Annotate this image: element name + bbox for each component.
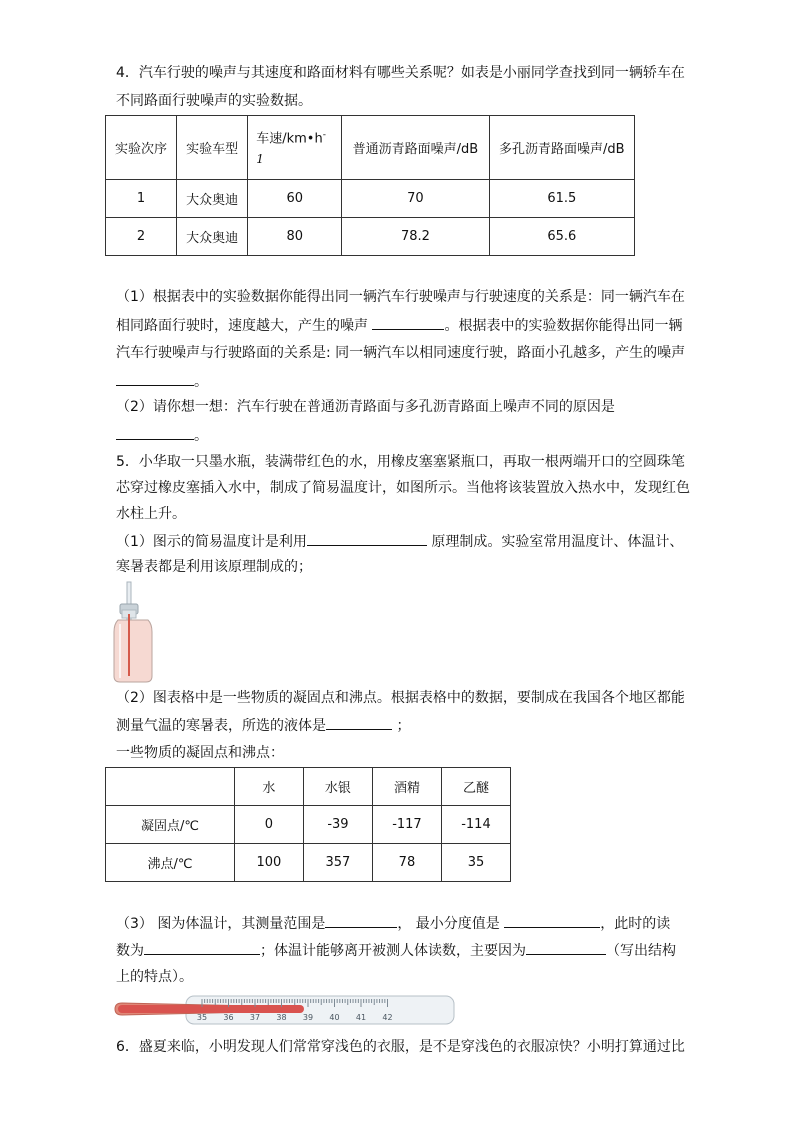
q5-s2-text: ； [396,718,411,734]
q4-p1-line-4 [116,371,208,392]
noise-table-cell: 60 [248,180,342,218]
noise-table-cell: 2 [106,218,177,256]
q5-s3-text: （3） 图为体温计，其测量范围是 [116,916,326,932]
thermometer-tick-label: 37 [249,1013,261,1022]
q5-s3-line-2 [116,940,676,961]
substance-table [105,767,511,882]
substance-table-cell: 凝固点/℃ [106,806,235,844]
thermometer-tick-label: 41 [355,1013,367,1022]
q5-s2-text: 测量气温的寒暑表，所选的液体是 [116,718,326,734]
q5-line-2: 芯穿过橡皮塞插入水中，制成了简易温度计，如图所示。当他将该装置放入热水中，发现红色 [116,480,690,496]
answer-blank[interactable] [116,371,194,386]
q5-s1-text: （1）图示的简易温度计是利用 [116,534,307,550]
noise-table-header: 实验次序 [106,116,177,180]
q5-line-3: 水柱上升。 [116,506,186,522]
substance-table-header: 酒精 [372,768,441,806]
q5-s3-text: ， 最小分度值是 [397,916,500,932]
answer-blank[interactable] [326,715,392,730]
q5-s3-line-3: 上的特点）。 [116,969,193,985]
thermometer-tick-label: 36 [223,1013,234,1022]
q4-p1-line-2 [116,315,682,336]
answer-blank[interactable] [307,531,427,546]
noise-table [105,115,635,256]
q6-line-1: 6．盛夏来临，小明发现人们常常穿浅色的衣服，是不是穿浅色的衣服凉快？小明打算通过比 [116,1039,685,1055]
q5-s1-line-2: 寒暑表都是利用该原理制成的； [116,559,312,575]
q5-s3-line-1 [116,913,670,934]
answer-blank[interactable] [116,425,194,440]
noise-table-cell: 大众奥迪 [177,180,248,218]
q5-s2-line-2 [116,715,410,736]
substance-table-cell: -114 [441,806,510,844]
thermometer-tick-label: 42 [382,1013,393,1022]
substance-table-cell: 100 [234,844,303,882]
thermometer-tick-label: 35 [196,1013,208,1022]
noise-table-cell: 大众奥迪 [177,218,248,256]
q5-s3-text: 数为 [116,943,144,959]
bottle-thermometer-figure [112,580,156,684]
noise-table-cell: 1 [106,180,177,218]
noise-table-header: 实验车型 [177,116,248,180]
substance-table-header: 水 [234,768,303,806]
noise-table-header: 普通沥青路面噪声/dB [342,116,489,180]
q4-p1-line-3: 汽车行驶噪声与行驶路面的关系是: 同一辆汽车以相同速度行驶，路面小孔越多，产生的噪声 [116,345,686,361]
clinical-thermometer-figure [112,993,458,1027]
answer-blank[interactable] [504,913,600,928]
speed-unit-superscript: - [322,129,326,140]
substance-table-cell: -117 [372,806,441,844]
noise-table-cell: 80 [248,218,342,256]
q4-line-1: 4．汽车行驶的噪声与其速度和路面材料有哪些关系呢？如表是小丽同学查找到同一辆轿车在 [116,65,685,81]
substance-table-cell: 35 [441,844,510,882]
q4-p2-line-1: （2）请你想一想：汽车行驶在普通沥青路面与多孔沥青路面上噪声不同的原因是 [116,399,615,415]
q5-s2-line-1: （2）图表格中是一些物质的凝固点和沸点。根据表格中的数据，要制成在我国各个地区都能 [116,690,685,706]
q5-s3-text: （写出结构 [606,943,676,959]
noise-table-cell: 78.2 [342,218,489,256]
q4-line-2: 不同路面行驶噪声的实验数据。 [116,93,312,109]
answer-blank[interactable] [526,940,606,955]
thermometer-tick-label: 38 [276,1013,287,1022]
noise-table-cell: 61.5 [489,180,634,218]
substance-table-header: 水银 [303,768,372,806]
q4-p1-text: 。根据表中的实验数据你能得出同一辆 [444,318,683,334]
speed-unit-text: 车速/km•h [256,131,323,147]
substance-table-cell: -39 [303,806,372,844]
thermometer-tick-label: 40 [329,1013,340,1022]
speed-unit-exponent: 1 [256,152,264,167]
substance-table-cell: 357 [303,844,372,882]
answer-blank[interactable] [144,940,260,955]
q5-s1-text: 原理制成。实验室常用温度计、体温计、 [431,534,684,550]
answer-blank[interactable] [372,315,444,330]
q4-p1-end: 。 [194,374,208,390]
noise-table-header-speed [248,116,342,180]
answer-blank[interactable] [325,913,397,928]
thermometer-tick-label: 39 [302,1013,314,1022]
substance-table-cell: 0 [234,806,303,844]
q5-s1-line-1 [116,531,683,552]
q4-p1-line-1: （1）根据表中的实验数据你能得出同一辆汽车行驶噪声与行驶速度的关系是：同一辆汽车在 [116,289,685,305]
noise-table-header: 多孔沥青路面噪声/dB [489,116,634,180]
noise-table-cell: 65.6 [489,218,634,256]
substance-table-header: 乙醚 [441,768,510,806]
noise-table-cell: 70 [342,180,489,218]
q4-p1-text: 相同路面行驶时，速度越大，产生的噪声 [116,318,368,334]
q5-line-1: 5．小华取一只墨水瓶，装满带红色的水，用橡皮塞塞紧瓶口，再取一根两端开口的空圆珠笔 [116,454,685,470]
substance-table-cell: 78 [372,844,441,882]
q4-p2-line-2 [116,425,208,446]
q5-table-caption: 一些物质的凝固点和沸点： [116,745,284,761]
q5-s3-text: ；体温计能够离开被测人体读数，主要因为 [260,943,526,959]
q5-s3-text: ，此时的读 [600,916,671,932]
substance-table-header [106,768,235,806]
substance-table-cell: 沸点/℃ [106,844,235,882]
q4-p2-end: 。 [194,428,208,444]
